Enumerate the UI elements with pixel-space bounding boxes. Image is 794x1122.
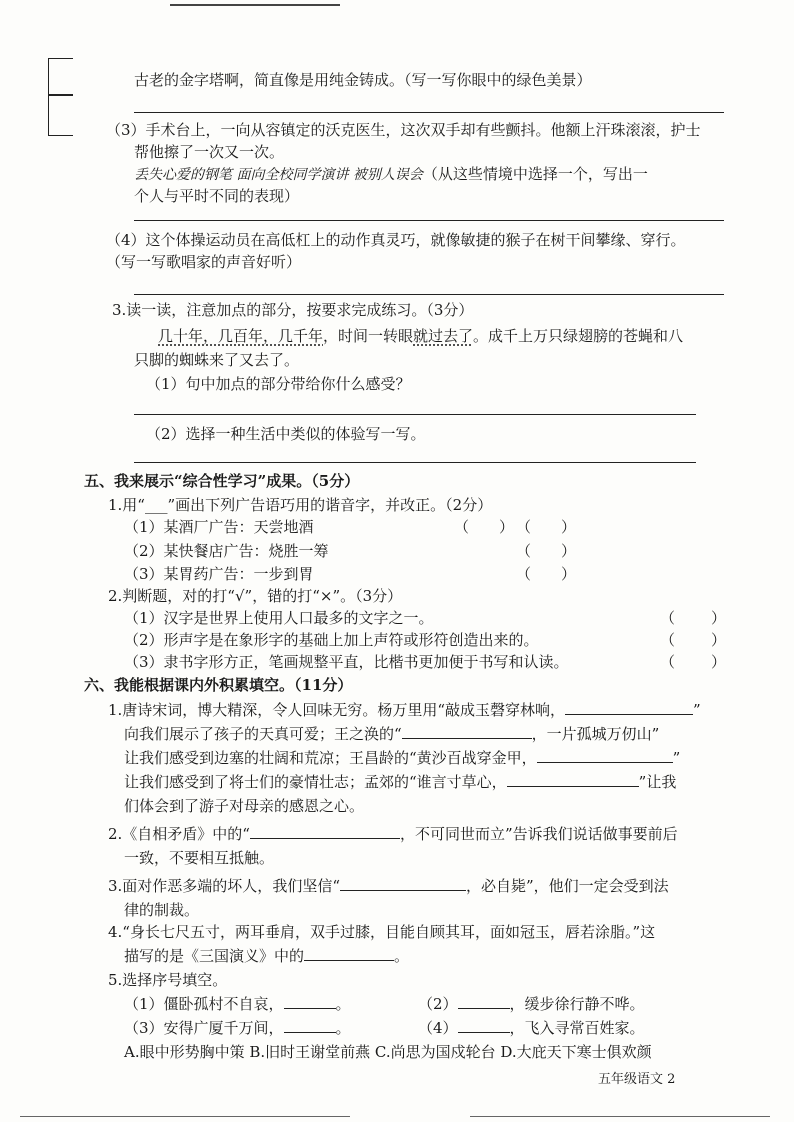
answer-line[interactable] (134, 220, 724, 221)
answer-line[interactable] (134, 294, 724, 295)
paren-close: ） (711, 609, 727, 627)
text-segment: 3.面对作恶多端的坏人，我们坚信“ (108, 877, 340, 895)
text-segment: 。 (335, 1019, 351, 1037)
ad-item-2: （2）某快餐店广告：烧胜一筹 (124, 542, 329, 560)
top-edge-line (170, 4, 340, 6)
paren-open: （ (516, 565, 532, 583)
paren-open: （ (516, 542, 532, 560)
paren-open: （ (660, 609, 676, 627)
text-segment: ”让我 (638, 773, 677, 791)
p1-line5: 们体会到了游子对母亲的感恩之心。 (124, 797, 365, 815)
p2-line1 (108, 824, 678, 844)
text-segment: （2） (418, 995, 458, 1013)
top-fragment: 古老的金字塔啊，简直像是用纯金铸成。（写一写你眼中的绿色美景） (134, 71, 592, 89)
fill-blank[interactable] (402, 724, 532, 739)
text-segment: 描写的是《三国演义》中的 (124, 947, 305, 965)
answer-paren[interactable] (516, 541, 576, 561)
fill-blank[interactable] (507, 772, 639, 787)
p1-line2 (124, 724, 659, 744)
text-segment: ” (672, 749, 681, 767)
section5-title: 五、我来展示“综合性学习”成果。（5分） (84, 472, 360, 490)
fill-blank[interactable] (340, 876, 466, 891)
fill-blank[interactable] (537, 748, 673, 763)
q4-line1: （4）这个体操运动员在高低杠上的动作真灵巧，就像敏捷的猴子在树干间攀缘、穿行。 (106, 231, 686, 249)
paren-open: （ (454, 518, 470, 536)
fill-blank[interactable] (458, 1018, 510, 1033)
paren-close: ） (561, 542, 577, 560)
judge-paren[interactable] (660, 652, 726, 672)
p2-line2: 一致，不要相互抵触。 (124, 849, 275, 867)
text-segment: 让我们感受到边塞的壮阔和荒凉；王昌龄的“黄沙百战穿金甲， (124, 749, 537, 767)
judge-item-2: （2）形声字是在象形字的基础上加上声符或形符创造出来的。 (124, 631, 539, 649)
text-segment: （1）僵卧孤村不自哀， (124, 995, 284, 1013)
paren-close: ） (499, 518, 515, 536)
text-segment: 向我们展示了孩子的天真可爱；王之涣的“ (124, 725, 402, 743)
paren-close: ） (711, 653, 727, 671)
page-footer: 五年级语文 2 (598, 1072, 676, 1087)
p1-line3 (124, 748, 680, 768)
text-segment: （3）安得广厦千万间， (124, 1019, 284, 1037)
part3-sub2: （2）选择一种生活中类似的体验写一写。 (146, 425, 426, 443)
part3-title: 3.读一读，注意加点的部分，按要求完成练习。（3分） (112, 301, 474, 319)
fill-blank[interactable] (565, 700, 693, 715)
section6-title: 六、我能根据课内外积累填空。（11分） (84, 676, 353, 694)
paren-close: ） (561, 565, 577, 583)
fill-blank[interactable] (250, 824, 400, 839)
q3-line3 (134, 164, 648, 185)
text-segment: 。成千上万只绿翅膀的苍蝇和八 (473, 327, 684, 345)
bottom-edge-line (20, 1116, 350, 1117)
text-segment: （4） (418, 1019, 458, 1037)
ad-item-3: （3）某胃药广告：一步到胃 (124, 565, 314, 583)
fill-blank[interactable] (284, 1018, 336, 1033)
text-segment: ，时间一转眼 (323, 327, 414, 345)
answer-line[interactable] (134, 414, 696, 415)
p5-title: 5.选择序号填空。 (108, 971, 228, 989)
paren-close: ） (711, 631, 727, 649)
handwritten-scenarios: 丢失心爱的钢笔 面向全校同学演讲 被别人误会 (134, 167, 423, 183)
p5-item-1 (124, 994, 351, 1014)
part3-text-b: 只脚的蜘蛛来了又去了。 (134, 351, 300, 369)
p5-item-4 (418, 1018, 645, 1038)
text-segment: 让我们感受到了将士们的豪情壮志；孟郊的“谁言寸草心， (124, 773, 507, 791)
section5-q2: 2.判断题，对的打“√”，错的打“×”。（3分） (108, 587, 403, 605)
p1-line1 (108, 700, 701, 720)
judge-paren[interactable] (660, 630, 726, 650)
text-segment: ，一片孤城万仞山” (531, 725, 660, 743)
text-segment: ” (692, 701, 701, 719)
section5-q1: 1.用“___”画出下列广告语巧用的谐音字，并改正。（2分） (108, 496, 493, 514)
margin-box-bottom (48, 94, 73, 136)
paren-open: （ (660, 653, 676, 671)
text-segment: ，不可同世而立”告诉我们说话做事要前后 (399, 825, 678, 843)
ad-item-1: （1）某酒厂广告：天尝地酒 (124, 518, 314, 536)
text-segment: 。 (335, 995, 351, 1013)
part3-sub1: （1）句中加点的部分带给你什么感受？ (146, 375, 411, 393)
text-segment: 2.《自相矛盾》中的“ (108, 825, 250, 843)
p5-options: A.眼中形势胸中策 B.旧时王谢堂前燕 C.尚思为国戍轮台 D.大庇天下寒士俱欢颜 (124, 1043, 652, 1061)
q3-line2: 帮他擦了一次又一次。 (134, 143, 285, 161)
fill-blank[interactable] (304, 946, 394, 961)
text-segment: ，飞入寻常百姓家。 (509, 1019, 645, 1037)
dotted-phrase: 就过去了 (413, 327, 474, 345)
p5-item-3 (124, 1018, 351, 1038)
part3-text-a (158, 326, 683, 346)
text-segment: ，必自毙”，他们一定会受到法 (465, 877, 669, 895)
judge-paren[interactable] (660, 608, 726, 628)
fill-blank[interactable] (284, 994, 336, 1009)
answer-paren[interactable] (516, 517, 576, 537)
bottom-edge-line (470, 1116, 770, 1117)
judge-item-1: （1）汉字是世界上使用人口最多的文字之一。 (124, 609, 434, 627)
judge-item-3: （3）隶书字形方正，笔画规整平直，比楷书更加便于书写和认读。 (124, 653, 569, 671)
p5-item-2 (418, 994, 645, 1014)
dotted-phrase: 几十年，几百年，几千年 (158, 327, 324, 345)
p3-line2: 律的制裁。 (124, 901, 200, 919)
q4-line2: （写一写歌唱家的声音好听） (106, 253, 302, 271)
paren-open: （ (660, 631, 676, 649)
answer-line[interactable] (134, 462, 696, 463)
p3-line1 (108, 876, 669, 896)
paren-close: ） (561, 518, 577, 536)
text-segment: 1.唐诗宋词，博大精深，令人回味无穷。杨万里用“敲成玉磬穿林响， (108, 701, 565, 719)
paren-open: （ (516, 518, 532, 536)
answer-paren[interactable] (516, 564, 576, 584)
p4-line2 (124, 946, 409, 966)
text-segment: 。 (394, 947, 410, 965)
text-segment: ，缓步徐行静不哗。 (509, 995, 645, 1013)
answer-line[interactable] (134, 112, 724, 113)
q3-line1: （3）手术台上，一向从容镇定的沃克医生，这次双手却有些颤抖。他额上汗珠滚滚，护士 (106, 121, 701, 139)
p1-line4 (124, 772, 676, 792)
q3-line3-tail: （从这些情境中选择一个，写出一 (422, 165, 648, 183)
p4-line1: 4.“身长七尺五寸，两耳垂肩，双手过膝，目能自顾其耳，面如冠玉，唇若涂脂。”这 (108, 923, 656, 941)
q3-line4: 个人与平时不同的表现） (134, 187, 300, 205)
fill-blank[interactable] (458, 994, 510, 1009)
margin-box-top (48, 58, 73, 96)
answer-paren[interactable] (454, 517, 514, 537)
